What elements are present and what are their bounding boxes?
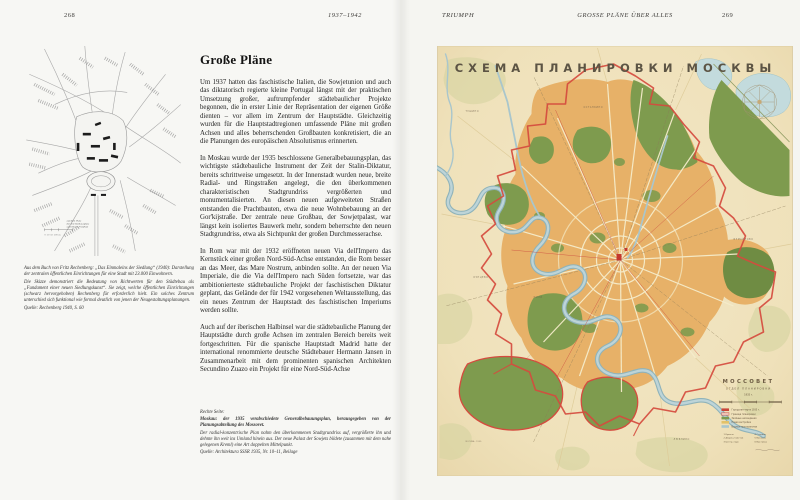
sketch-annotation-line3: und Markt Friedhof (66, 226, 88, 229)
sketch-caption-body: Die Skizze demonstriert die Bedeutung von Richtwerten für den Städtebau als „Fundament einer neuen Siedlungskunst“. Sie zeigt, welche öffentlichen Einrichtungen (schwarz hervorgehoben) Rechenberg für erforderlich hielt. Ein solches Zentrum unterschied sich funktional wie formal deutlich von jenen der Neugestaltungsplanungen. (24, 280, 194, 304)
compass-rose-icon (743, 85, 777, 119)
map-imprint: МОСКВА · 1935 (465, 441, 482, 443)
page-gutter (392, 0, 410, 500)
svg-text:Граница планировки: Граница планировки (731, 412, 756, 416)
svg-text:5 Вокзалы: 5 Вокзалы (754, 437, 766, 440)
moscow-plan-map (437, 46, 793, 476)
folio-left: 268 (64, 12, 76, 19)
svg-text:ФИЛИ: ФИЛИ (533, 296, 543, 299)
article-paragraph-1: Um 1937 hatten das faschistische Italien, die Sowjetunion und auch das diktatorisch regierte kleine Portugal längst mit der praktischen Umsetzung großer, auftrumpfender städtebaulicher Projekte begonnen, die in erster Linie der Repräsentation der eigenen Größe dienten – vor allem im Zentrum der Hauptstädte. Gleichzeitig wurden für die Hauptstadtregionen umfassende Pläne mit großen Achsen und alles beherrschenden Großbauten konkretisiert, die an die Planungen des europäischen Absolutismus erinnerten. (200, 79, 391, 146)
header-date: 1937–1942 (328, 12, 362, 19)
article-paragraph-4: Auch auf der iberischen Halbinsel war die städtebauliche Planung der Hauptstädte durch große Achsen im zentralen Bereich bereits weit fortgeschritten. Für die spanische Hauptstadt Madrid hatte der international renommierte deutsche Städtebauer Hermann Jansen in Zusammenarbeit mit dem prominenten spanischen Architekten Secundino Zuazo ein Projekt für eine Nord-Süd-Achse (200, 323, 391, 374)
svg-text:1 Кремль: 1 Кремль (723, 434, 734, 436)
svg-text:4 Стадион: 4 Стадион (754, 434, 766, 436)
svg-text:3 Центр. парк: 3 Центр. парк (723, 441, 739, 444)
svg-text:Зелёные насаждения: Зелёные насаждения (731, 417, 757, 420)
article-column (200, 52, 391, 383)
settlement-sketch (24, 44, 186, 258)
svg-text:2 Дворец Советов: 2 Дворец Советов (723, 437, 744, 440)
svg-text:КУНЦЕВО: КУНЦЕВО (473, 276, 489, 279)
plate-caption-source: Quelle: Architektura SSSR 1935, Nr. 10–11, Beilage (200, 449, 298, 455)
svg-text:ОСТАНКИНО: ОСТАНКИНО (583, 106, 603, 109)
svg-text:ТУШИНО: ТУШИНО (465, 110, 480, 113)
header-section-title: GROSSE PLÄNE ÜBER ALLES (577, 12, 673, 19)
map-title: СХЕМА ПЛАНИРОВКИ МОСКВЫ (454, 61, 777, 75)
svg-text:Водные пространства: Водные пространства (731, 425, 757, 429)
svg-text:Городская черта 1935 г.: Городская черта 1935 г. (731, 408, 760, 412)
article-paragraph-2: In Moskau wurde der 1935 beschlossene Generalbebauungsplan, das wichtigste städtebauliche Instrument der Zeit der Stalin-Diktatur, bereits schrittweise umgesetzt. In der Innenstadt wurden neue, breite Radial- und Ringstraßen angelegt, die den überkommenen charakteristischen Stadtgrundriss vergrößerten und monumentalisierten. An diesen neuen aufgeweiteten Straßen entstanden die Prachtbauten, etwa die neue Wohnbebauung an der Gor'kijstraße. Der zentrale neue Großbau, der Sowjetpalast, war längst kein isoliertes Bauwerk mehr, sondern beherrschte den neuen Stadtgrundriss, etwa als Sichtpunkt der großen Durchmesserachse. (200, 155, 391, 239)
header-chapter: TRIUMPH (442, 12, 475, 19)
folio-right: 269 (722, 12, 734, 19)
svg-text:ИЗМАЙЛОВО: ИЗМАЙЛОВО (733, 238, 754, 241)
cartouche-org: МОССОВЕТ (722, 379, 775, 385)
sketch-scale-label: 0 10 50 100 m (44, 233, 61, 237)
svg-text:6 Выставка: 6 Выставка (754, 441, 767, 444)
cartouche-year: 1935 г. (744, 393, 753, 397)
sketch-caption-intro: Aus dem Buch von Fritz Rechenberg: „Das Einmaleins der Siedlung“ (1940): Darstellung der zentralen öffentlichen Einrichtungen für eine Stadt mit 23.000 Einwohnern. (24, 266, 194, 277)
plate-caption-body: Der radial-konzentrische Plan nahm den überkommenen Stadtgrundriss auf, vergrößerte ihn und dehnte ihn weit ins Umland hinein aus. Der neue Palast der Sowjets bildete (zusammen mit dem nahe gelegenen Kreml) eine Art doppelten Mittelpunkt. (200, 431, 391, 449)
sketch-caption (24, 266, 194, 315)
svg-text:ЛЮБЛИНО: ЛЮБЛИНО (673, 438, 690, 441)
plate-caption (200, 410, 391, 457)
plate-caption-label: Rechte Seite: (200, 410, 225, 415)
article-paragraph-3: In Rom war mit der 1932 eröffneten neuen Via dell'Impero das Kernstück einer großen Nord-Süd-Achse entstanden, die Rom besser an das Meer, das Mare Nostrum, anbinden sollte. An der neuen Via Imperiale, die die Via dell'Impero nach Süden fortsetzte, war das ambitionierteste städtebauliche Projekt der faschistischen Diktatur geplant, das Gelände der für 1942 vorgesehenen Weltausstellung, das ein neues Zentrum der Hauptstadt des faschistischen Imperiums werden sollte. (200, 247, 391, 315)
sketch-annotation-line2: der mit Rathausplatz (66, 223, 90, 226)
sketch-annotation-line1: auf dem Platz (66, 220, 82, 223)
svg-text:Новая застройка: Новая застройка (731, 421, 751, 425)
article-title: Große Pläne (200, 52, 273, 67)
sketch-caption-source: Quelle: Rechenberg 1940, S. 60 (24, 306, 84, 312)
plate-caption-title: Moskau: der 1935 verabschiedete Generalbebauungsplan, herausgegeben von der Planungsabteilung des Mossovet. (200, 416, 391, 428)
cartouche-dept: ОТДЕЛ ПЛАНИРОВКИ (725, 387, 772, 391)
